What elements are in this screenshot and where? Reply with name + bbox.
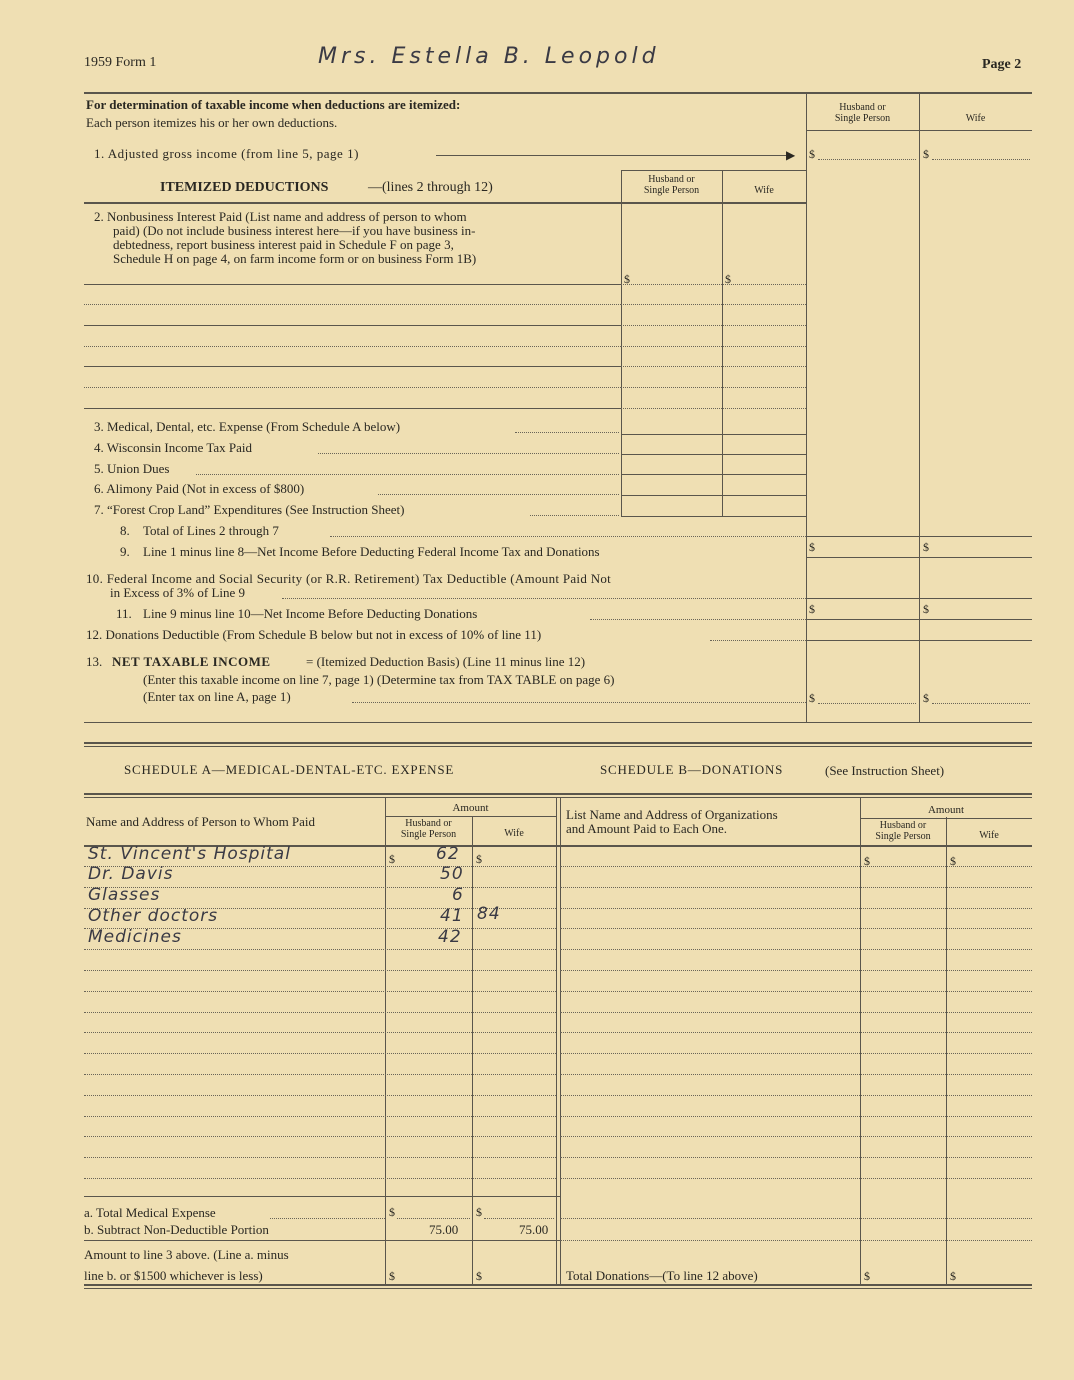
line-2-amount-row[interactable] (621, 304, 806, 305)
schedule-b-title: SCHEDULE B—DONATIONS (600, 762, 784, 777)
sched-a-row-3-name: Other doctors (88, 906, 219, 926)
schedule-table-bottom-2 (84, 1288, 1032, 1289)
schedule-b-row-line[interactable] (560, 1012, 1032, 1013)
sched-b-row-0-wife-dollar: $ (950, 854, 956, 868)
schedule-b-title-note: (See Instruction Sheet) (825, 763, 945, 778)
schedule-a-row-line[interactable] (84, 949, 556, 950)
schedule-b-row-line[interactable] (560, 1178, 1032, 1179)
line-13-husband-field[interactable] (818, 703, 916, 704)
line-9-number: 9. (120, 544, 130, 559)
line-8-leader (330, 536, 806, 537)
schedule-b-row-line[interactable] (560, 970, 1032, 971)
schedule-a-row-line[interactable] (84, 1053, 556, 1054)
itemized-col-divider-1 (621, 170, 622, 516)
sched-a-total-wife-field[interactable] (484, 1218, 554, 1219)
itemized-header-rule (84, 202, 806, 204)
sched-b-col-name-b: and Amount Paid to Each One. (566, 821, 728, 836)
line-2-row[interactable] (84, 325, 621, 326)
line-2-wife-dollar: $ (725, 272, 731, 286)
section-rule-1 (84, 722, 1032, 723)
schedule-b-row-line[interactable] (560, 991, 1032, 992)
schedule-b-row-line[interactable] (560, 908, 1032, 909)
line-2-amount-row[interactable] (621, 346, 806, 347)
line-9-field[interactable] (806, 557, 1032, 558)
schedule-a-row-line[interactable] (84, 1178, 556, 1179)
sched-a-row-2-name: Glasses (88, 885, 161, 905)
line-11-husband-dollar: $ (809, 602, 815, 616)
itemized-husband-header-1: Husband or (648, 174, 695, 185)
line-2-text-a: 2. Nonbusiness Interest Paid (List name and address of person to whom (94, 209, 467, 224)
sched-a-final-husband-dollar: $ (389, 1269, 395, 1283)
line-11-field[interactable] (806, 619, 1032, 620)
schedule-b-row-line[interactable] (560, 949, 1032, 950)
line-2-amount-row[interactable] (621, 387, 806, 388)
sched-a-amount-to-line-a: Amount to line 3 above. (Line a. minus (84, 1247, 289, 1262)
sched-a-final-wife-dollar: $ (476, 1269, 482, 1283)
top-header-underline (806, 130, 1032, 131)
sched-a-wife: Wife (504, 828, 524, 839)
sched-a-total-husband-field[interactable] (397, 1218, 470, 1219)
top-wife-header: Wife (965, 113, 986, 124)
sched-a-husband-2: Single Person (400, 829, 457, 840)
line-10-label-a: 10. Federal Income and Social Security (or R.R. Retirement) Tax Deductible (Amount Paid Not (86, 571, 612, 586)
section-rule-3 (84, 746, 1032, 747)
line-2-row[interactable] (84, 387, 621, 388)
line-7-leader (530, 515, 619, 516)
sched-b-row-0-husband-dollar: $ (864, 854, 870, 868)
line-13-husband-dollar: $ (809, 691, 815, 705)
line-1-husband-dollar: $ (809, 147, 815, 161)
line-10-field[interactable] (806, 598, 1032, 599)
schedule-b-row-line[interactable] (560, 928, 1032, 929)
schedule-a-row-line[interactable] (84, 1032, 556, 1033)
sched-b-total-husband-dollar: $ (864, 1269, 870, 1283)
sched-b-col-name-a: List Name and Address of Organizations (566, 807, 778, 822)
top-col-divider-2 (919, 92, 920, 722)
line-5-field[interactable] (621, 474, 806, 475)
line-13-number: 13. (86, 654, 103, 669)
schedule-a-row-line[interactable] (84, 1136, 556, 1137)
line-2-amount-row[interactable] (621, 284, 806, 285)
line-12-field[interactable] (806, 640, 1032, 641)
sched-a-total-husband-dollar: $ (389, 1205, 395, 1219)
line-2-husband-dollar: $ (624, 272, 630, 286)
schedule-a-title: SCHEDULE A—MEDICAL-DENTAL-ETC. EXPENSE (124, 762, 455, 777)
line-1-wife-dollar: $ (923, 147, 929, 161)
line-10-leader (282, 598, 806, 599)
sched-b-wife: Wife (979, 830, 999, 841)
line-2-amount-row[interactable] (621, 366, 806, 367)
schedule-b-row-line[interactable] (560, 1053, 1032, 1054)
form-id: 1959 Form 1 (84, 55, 157, 70)
line-13-text-a: = (Itemized Deduction Basis) (Line 11 minus line 12) (306, 654, 586, 669)
schedule-b-row-line[interactable] (560, 1116, 1032, 1117)
sched-a-col-name: Name and Address of Person to Whom Paid (86, 814, 316, 829)
sched-b-husband-1: Husband or (879, 820, 927, 831)
sched-a-subtract-wife: 75.00 (519, 1222, 549, 1237)
schedule-b-row-line[interactable] (560, 1095, 1032, 1096)
schedule-a-row-line[interactable] (84, 1095, 556, 1096)
top-husband-header-2: Single Person (834, 113, 891, 124)
line-6-label: 6. Alimony Paid (Not in excess of $800) (94, 481, 305, 496)
line-8-number: 8. (120, 523, 130, 538)
sched-a-row-4-husband: 42 (438, 927, 462, 947)
schedule-a-row-line[interactable] (84, 970, 556, 971)
line-2-text-c: debtedness, report business interest paid in Schedule F on page 3, (113, 237, 454, 252)
sched-a-row-3-husband: 41 (440, 906, 464, 926)
line-13-wife-dollar: $ (923, 691, 929, 705)
line-3-leader (515, 432, 619, 433)
line-13-text-b: (Enter this taxable income on line 7, page 1) (Determine tax from TAX TABLE on page 6) (143, 672, 615, 687)
intro-line-2: Each person itemizes his or her own deductions. (86, 115, 338, 130)
line-1-arrow (436, 155, 792, 156)
line-4-field[interactable] (621, 454, 806, 455)
sched-b-amount-rule (860, 818, 1032, 819)
schedule-a-row-line[interactable] (84, 991, 556, 992)
top-husband-header-1: Husband or (839, 102, 886, 113)
line-13-title: NET TAXABLE INCOME (112, 654, 271, 669)
sched-b-husband-2: Single Person (875, 831, 931, 842)
schedule-table-top (84, 793, 1032, 795)
line-2-row[interactable] (84, 408, 621, 409)
sched-a-row-1-name: Dr. Davis (88, 864, 174, 884)
itemized-wife-header: Wife (754, 185, 774, 196)
line-8-field[interactable] (806, 536, 1032, 537)
intro-line-1: For determination of taxable income when deductions are itemized: (86, 97, 461, 112)
line-13-wife-field[interactable] (932, 703, 1030, 704)
top-rule (84, 92, 1032, 94)
page-number: Page 2 (982, 57, 1022, 72)
line-2-row[interactable] (84, 304, 621, 305)
line-3-label: 3. Medical, Dental, etc. Expense (From Schedule A below) (94, 419, 401, 434)
line-11-label: Line 9 minus line 10—Net Income Before Deducting Donations (143, 606, 478, 621)
schedule-a-row-line[interactable] (84, 1157, 556, 1158)
itemized-title: ITEMIZED DEDUCTIONS (160, 180, 329, 195)
line-9-label: Line 1 minus line 8—Net Income Before Deducting Federal Income Tax and Donations (143, 544, 600, 559)
schedule-b-row-line[interactable] (560, 1218, 1032, 1219)
sched-a-subtract-label: b. Subtract Non-Deductible Portion (84, 1222, 269, 1237)
line-5-leader (196, 474, 619, 475)
sched-a-row-0-husband: 62 (436, 844, 460, 864)
sched-a-row-3-wife: 84 (477, 904, 501, 924)
line-2-row[interactable] (84, 366, 621, 367)
line-4-label: 4. Wisconsin Income Tax Paid (94, 440, 253, 455)
line-4-leader (318, 453, 619, 454)
sched-a-row-4-name: Medicines (88, 927, 182, 947)
sched-a-row-1-husband: 50 (440, 864, 464, 884)
line-2-row[interactable] (84, 346, 621, 347)
schedule-table-top-2 (84, 797, 1032, 798)
line-3-field[interactable] (621, 434, 806, 435)
sched-a-subtract-rule (84, 1240, 560, 1241)
sched-a-amount-to-line-b: line b. or $1500 whichever is less) (84, 1268, 263, 1283)
sched-b-col-amount: Amount (927, 804, 965, 816)
sched-a-amount-rule (385, 816, 556, 817)
line-11-number: 11. (116, 606, 132, 621)
sched-a-row-0-husband-dollar: $ (389, 852, 395, 866)
line-2-text-d: Schedule H on page 4, on farm income form or on business Form 1B) (113, 251, 477, 266)
line-7-label: 7. “Forest Crop Land” Expenditures (See Instruction Sheet) (94, 502, 405, 517)
line-2-amount-row[interactable] (621, 408, 806, 409)
sched-a-row-0-wife-dollar: $ (476, 852, 482, 866)
sched-a-subtract-husband: 75.00 (429, 1222, 459, 1237)
line-7-field[interactable] (621, 516, 806, 517)
line-8-label: Total of Lines 2 through 7 (143, 523, 279, 538)
sched-b-total-wife-dollar: $ (950, 1269, 956, 1283)
sched-ab-gap (560, 797, 561, 1285)
schedule-table-bottom (84, 1284, 1032, 1286)
itemized-husband-header-2: Single Person (643, 185, 700, 196)
line-13-text-c: (Enter tax on line A, page 1) (143, 689, 291, 704)
line-2-amount-row[interactable] (621, 325, 806, 326)
schedule-b-row-line[interactable] (560, 1240, 1032, 1241)
line-13-leader (352, 702, 806, 703)
line-2-row[interactable] (84, 284, 621, 285)
section-rule-2 (84, 742, 1032, 744)
sched-a-col-3 (556, 797, 557, 1285)
line-12-label: 12. Donations Deductible (From Schedule B below but not in excess of 10% of line 11) (86, 627, 542, 642)
line-2-text-b: paid) (Do not include business interest here—if you have business in- (113, 223, 476, 238)
line-1-arrowhead: ▶ (786, 148, 796, 162)
schedule-a-row-line[interactable] (84, 1012, 556, 1013)
schedule-b-row-line[interactable] (560, 1157, 1032, 1158)
line-1-wife-field[interactable] (932, 159, 1030, 160)
top-col-divider-1 (806, 92, 807, 722)
line-1-label: 1. Adjusted gross income (from line 5, page 1) (94, 146, 359, 161)
schedule-b-row-line[interactable] (560, 1032, 1032, 1033)
taxpayer-name: Mrs. Estella B. Leopold (318, 44, 660, 69)
sched-a-husband-1: Husband or (405, 818, 452, 829)
sched-a-total-wife-dollar: $ (476, 1205, 482, 1219)
sched-b-col-1 (860, 797, 861, 1285)
line-11-leader (590, 619, 806, 620)
line-5-label: 5. Union Dues (94, 461, 170, 476)
itemized-subtitle: —(lines 2 through 12) (368, 180, 493, 195)
sched-a-total-leader (270, 1218, 385, 1219)
itemized-col-divider-2 (722, 170, 723, 516)
schedule-b-row-line[interactable] (560, 887, 1032, 888)
line-6-field[interactable] (621, 495, 806, 496)
sched-a-row-2-husband: 6 (452, 885, 464, 905)
schedule-a-row-line[interactable] (84, 1116, 556, 1117)
schedule-b-row-line[interactable] (560, 1136, 1032, 1137)
itemized-top-rule (621, 170, 806, 171)
line-6-leader (378, 494, 619, 495)
schedule-a-row-line[interactable] (84, 1074, 556, 1075)
line-12-leader (710, 640, 806, 641)
line-9-wife-dollar: $ (923, 540, 929, 554)
schedule-b-row-line[interactable] (560, 1074, 1032, 1075)
sched-a-totals-top (84, 1196, 560, 1197)
sched-a-col-1 (385, 797, 386, 1285)
sched-a-row-0-name: St. Vincent's Hospital (88, 844, 291, 864)
line-9-husband-dollar: $ (809, 540, 815, 554)
sched-a-total-label: a. Total Medical Expense (84, 1205, 216, 1220)
line-10-label-b: in Excess of 3% of Line 9 (110, 585, 246, 600)
sched-b-total-label: Total Donations—(To line 12 above) (566, 1268, 758, 1283)
line-11-wife-dollar: $ (923, 602, 929, 616)
sched-a-col-amount: Amount (452, 802, 489, 814)
schedule-b-row-line[interactable] (560, 866, 1032, 867)
line-1-husband-field[interactable] (818, 159, 916, 160)
